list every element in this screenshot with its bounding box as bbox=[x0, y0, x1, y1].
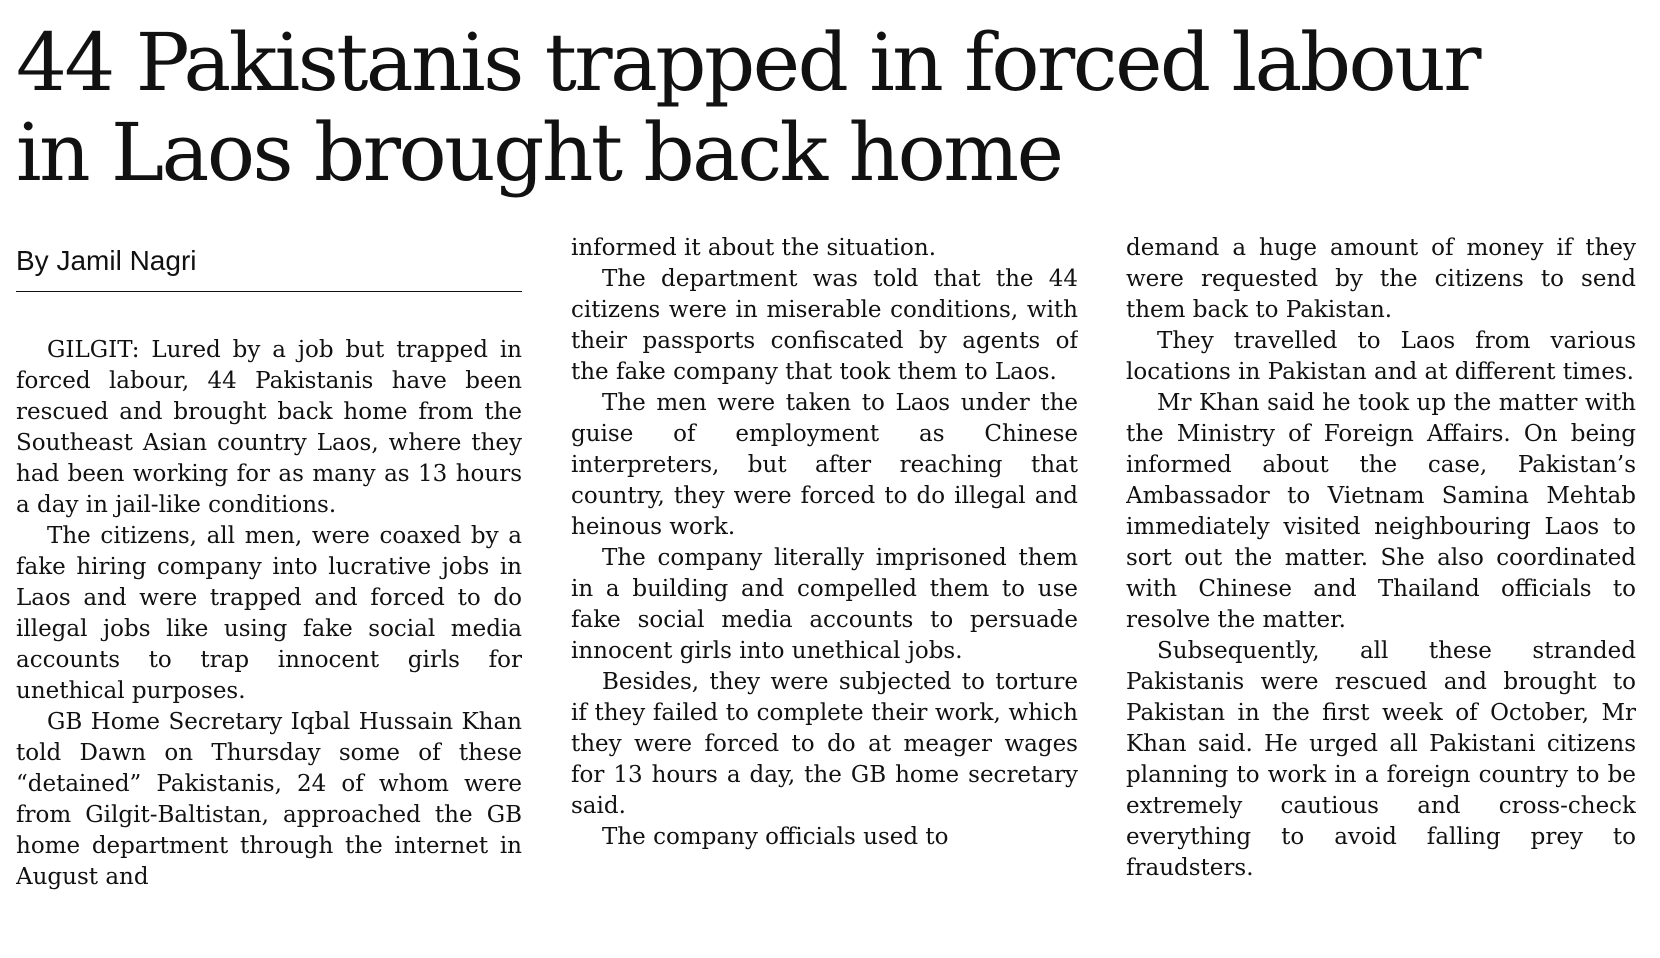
paragraph: Subsequently, all these stranded Pakistanis were rescued and brought to Pakistan in the first week of October, Mr Khan said. He urged all Pakistani citizens planning to work in a foreign country to be extremely cautious and cross-check everything to avoid falling prey to fraudsters. bbox=[1126, 638, 1636, 881]
paragraph: The department was told that the 44 citizens were in miserable conditions, with their passports confiscated by agents of the fake company that took them to Laos. bbox=[571, 266, 1078, 385]
byline: By Jamil Nagri bbox=[16, 245, 522, 292]
paragraph: Mr Khan said he took up the matter with the Ministry of Foreign Affairs. On being informed about the case, Pakistan’s Ambassador to Vietnam Samina Mehtab immediately visited neighbouring Laos to sort out the matter. She also coordinated with Chinese and Thailand officials to resolve the matter. bbox=[1126, 390, 1636, 633]
paragraph-continued: demand a huge amount of money if they were requested by the citizens to send them back to Pakistan. bbox=[1126, 235, 1636, 323]
paragraph: Besides, they were subjected to torture if they failed to complete their work, which they were forced to do at meager wages for 13 hours a day, the GB home secretary said. bbox=[571, 669, 1078, 819]
paragraph-continued: informed it about the situation. bbox=[571, 235, 937, 261]
paragraph: The company officials used to bbox=[602, 824, 949, 850]
paragraph: The citizens, all men, were coaxed by a fake hiring company into lucrative jobs in Laos and were trapped and forced to do illegal jobs like using fake social media accounts to trap innocent girls for unethical purposes. bbox=[16, 523, 522, 704]
column-3 bbox=[1126, 233, 1636, 943]
paragraph: The men were taken to Laos under the guise of employment as Chinese interpreters, but after reaching that country, they were forced to do illegal and heinous work. bbox=[571, 390, 1078, 540]
paragraph: GB Home Secretary Iqbal Hussain Khan told Dawn on Thursday some of these “detained” Pakistanis, 24 of whom were from Gilgit-Baltistan, approached the GB home department through the internet in August and bbox=[16, 709, 522, 890]
headline-line-2: in Laos brought back home bbox=[16, 106, 1062, 199]
headline-line-1: 44 Pakistanis trapped in forced labour bbox=[16, 16, 1479, 109]
column-1 bbox=[16, 233, 522, 943]
paragraph: They travelled to Laos from various locations in Pakistan and at different times. bbox=[1126, 328, 1636, 385]
paragraph: GILGIT: Lured by a job but trapped in forced labour, 44 Pakistanis have been rescued and brought back home from the Southeast Asian country Laos, where they had been working for as many as 13 hours a day in jail-like conditions. bbox=[16, 337, 522, 518]
headline bbox=[16, 18, 1636, 198]
column-2 bbox=[571, 233, 1078, 943]
paragraph: The company literally imprisoned them in a building and compelled them to use fake social media accounts to persuade innocent girls into unethical jobs. bbox=[571, 545, 1078, 664]
